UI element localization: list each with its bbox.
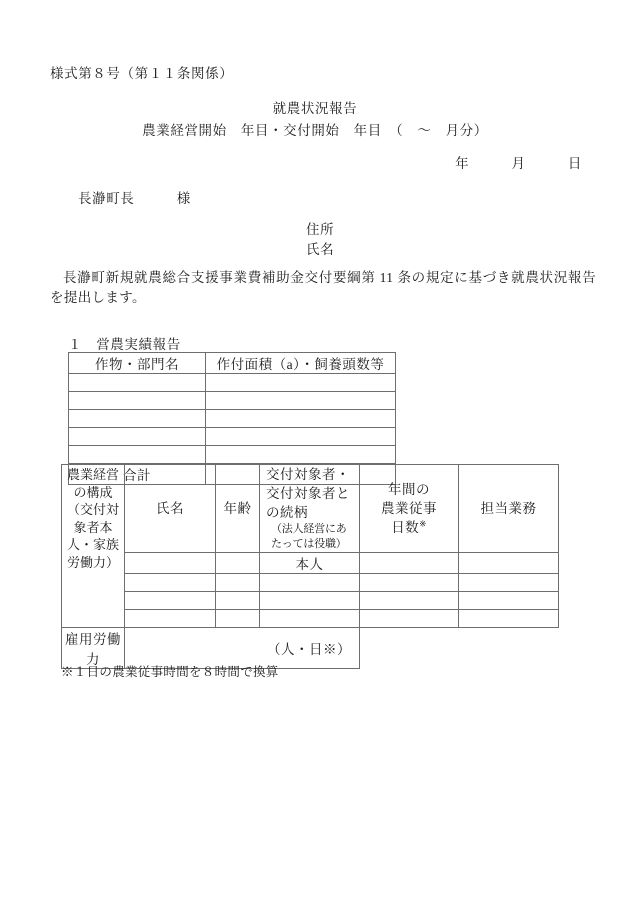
cell-crop-area[interactable] — [206, 374, 396, 392]
column-header-relation-line: の続柄 — [266, 505, 308, 520]
cell-crop-area[interactable] — [206, 410, 396, 428]
cell-member-relation[interactable]: 本人 — [260, 553, 360, 574]
cell-crop-name[interactable] — [69, 392, 206, 410]
table-row[interactable] — [62, 574, 559, 592]
table-row[interactable] — [69, 410, 396, 428]
cell-crop-area[interactable] — [206, 392, 396, 410]
submitter-address-label: 住所 — [306, 222, 335, 237]
table-row[interactable] — [62, 553, 559, 574]
cell-crop-area[interactable] — [206, 428, 396, 446]
submitter-name-label: 氏名 — [306, 242, 335, 257]
cell-member-age[interactable] — [216, 592, 260, 610]
cell-member-name[interactable] — [125, 610, 216, 628]
cell-crop-name[interactable] — [69, 428, 206, 446]
document-title: 就農状況報告 — [272, 101, 358, 116]
body-paragraph: 長瀞町新規就農総合支援事業費補助金交付要綱第 11 条の規定に基づき就農状況報告を提出します。 — [50, 270, 596, 305]
labor-composition-table — [61, 464, 559, 669]
column-header-workdays-line: 農業従事 — [381, 501, 437, 516]
row-header-line: 農業経営 — [66, 467, 119, 482]
labor-header-row — [62, 465, 559, 553]
cell-member-workdays[interactable] — [360, 574, 459, 592]
cell-member-workdays[interactable] — [360, 610, 459, 628]
employed-labor-label: 雇用労働力 — [62, 628, 125, 669]
row-header-line: の構成 — [73, 484, 113, 500]
cell-member-duty[interactable] — [459, 574, 559, 592]
column-header-workdays-line — [360, 518, 458, 537]
cell-member-workdays[interactable] — [360, 592, 459, 610]
column-header-duty — [459, 465, 559, 553]
column-header-name — [125, 465, 216, 553]
cell-member-age[interactable] — [216, 553, 260, 574]
employed-labor-spacer-right — [459, 628, 559, 669]
row-header-line: 象者本 — [73, 519, 113, 535]
cell-member-workdays[interactable] — [360, 553, 459, 574]
employed-labor-spacer-left — [360, 628, 459, 669]
cell-member-relation[interactable] — [260, 574, 360, 592]
cell-crop-area[interactable] — [206, 446, 396, 464]
cell-member-duty[interactable] — [459, 592, 559, 610]
date-line: 年 月 日 — [455, 156, 582, 171]
column-header-relation-line: 交付対象者と — [266, 486, 350, 501]
table-row[interactable] — [69, 446, 396, 464]
employed-labor-unit: （人・日※） — [267, 642, 351, 657]
column-header-relation — [260, 465, 360, 553]
cell-member-duty[interactable] — [459, 610, 559, 628]
column-header-duty-label: 担当業務 — [480, 501, 537, 516]
document-subtitle: 農業経営開始 年目・交付開始 年目 （ ～ 月分） — [142, 123, 488, 138]
column-header-workdays-line-text: 日数 — [391, 520, 420, 535]
table-row[interactable] — [69, 428, 396, 446]
cell-crop-name[interactable] — [69, 374, 206, 392]
column-header-relation-sub: （法人経営にあ — [271, 523, 347, 535]
column-header-relation-line: 交付対象者・ — [266, 467, 350, 482]
footnote-mark-icon: ※ — [419, 518, 427, 529]
cell-member-name[interactable] — [125, 553, 216, 574]
column-header-relation-sub: たっては役職） — [271, 538, 347, 550]
column-header-workdays-line: 年間の — [388, 482, 430, 497]
cell-member-duty[interactable] — [459, 553, 559, 574]
addressee-line: 長瀞町長 様 — [78, 191, 191, 206]
section-1-heading: １ 営農実績報告 — [68, 337, 181, 352]
cell-member-name[interactable] — [125, 592, 216, 610]
table-row[interactable] — [69, 392, 396, 410]
table-row[interactable] — [62, 610, 559, 628]
table-row[interactable] — [62, 592, 559, 610]
cell-member-age[interactable] — [216, 610, 260, 628]
cell-member-age[interactable] — [216, 574, 260, 592]
cell-member-relation[interactable] — [260, 610, 360, 628]
row-header-line: 労働力） — [66, 554, 119, 570]
row-header-line: 人・家族 — [66, 537, 119, 552]
row-header-line: （交付対 — [66, 502, 119, 517]
column-header-age — [216, 465, 260, 553]
form-number: 様式第８号（第１１条関係） — [50, 66, 234, 81]
total-label: 合計 — [69, 464, 206, 485]
cell-member-name[interactable] — [125, 574, 216, 592]
submitter-block — [306, 220, 334, 260]
column-header-name-label: 氏名 — [156, 501, 184, 516]
table-row[interactable] — [69, 374, 396, 392]
table-header-row — [69, 353, 396, 374]
row-header-business-composition — [62, 465, 125, 628]
cell-crop-name[interactable] — [69, 446, 206, 464]
column-header-age-label: 年齢 — [223, 501, 252, 516]
footnote-text: ※１日の農業従事時間を８時間で換算 — [61, 665, 279, 679]
column-header-crop-area: 作付面積（a）・飼養頭数等 — [206, 353, 396, 374]
column-header-workdays — [360, 465, 459, 553]
cell-member-relation[interactable] — [260, 592, 360, 610]
cell-crop-name[interactable] — [69, 410, 206, 428]
column-header-crop-name: 作物・部門名 — [69, 353, 206, 374]
